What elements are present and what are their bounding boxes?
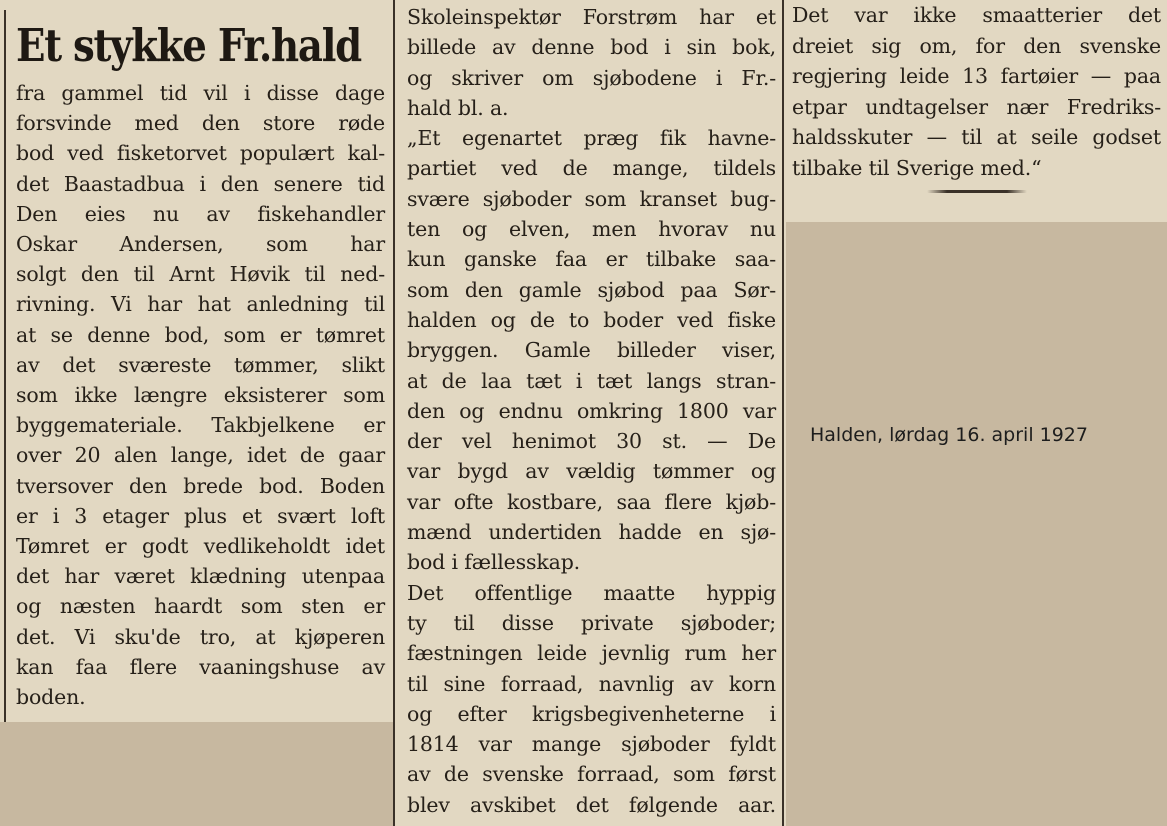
text-line: forsvinde med den store røde <box>16 111 385 136</box>
text-line: 1814 var mange sjøboder fyldt <box>407 732 776 757</box>
text-line: bryggen. Gamle billeder viser, <box>407 338 776 363</box>
text-line: rivning. Vi har hat anledning til <box>16 292 385 317</box>
text-line: som ikke længre eksisterer som <box>16 383 385 408</box>
text-line: etpar undtagelser nær Fredriks- <box>792 94 1161 119</box>
text-line: kun ganske faa er tilbake saa- <box>407 247 776 272</box>
text-line: haldsskuter — til at seile godset <box>792 125 1161 150</box>
text-line: hald bl. a. <box>407 95 509 120</box>
text-line: solgt den til Arnt Høvik til ned- <box>16 262 385 287</box>
text-line: over 20 alen lange, idet de gaar <box>16 443 385 468</box>
text-line: og skriver om sjøbodene i Fr.- <box>407 65 776 90</box>
text-line: fæstningen leide jevnlig rum her <box>407 641 776 666</box>
date-caption: Halden, lørdag 16. april 1927 <box>810 424 1088 446</box>
text-line: og efter krigsbegivenheterne i <box>407 701 776 726</box>
text-line: Skoleinspektør Forstrøm har et <box>407 5 776 29</box>
text-line: boden. <box>16 685 86 710</box>
text-line: var bygd av vældig tømmer og <box>407 459 776 484</box>
text-line: det. Vi sku'de tro, at kjøperen <box>16 624 385 649</box>
end-flourish <box>927 190 1027 193</box>
column-rule <box>393 0 395 826</box>
text-line: det Baastadbua i den senere tid <box>16 171 385 196</box>
text-line: og næsten haardt som sten er <box>16 594 385 619</box>
text-line: bod ved fisketorvet populært kal- <box>16 141 385 166</box>
text-line: tversover den brede bod. Boden <box>16 473 385 498</box>
text-line: det har været klædning utenpaa <box>16 564 385 589</box>
text-line: var ofte kostbare, saa flere kjøb- <box>407 489 776 514</box>
text-line: kan faa flere vaaningshuse av <box>16 654 385 679</box>
text-line: der vel henimot 30 st. — De <box>407 429 776 454</box>
text-line: partiet ved de mange, tildels <box>407 156 776 181</box>
text-line: fra gammel tid vil i disse dage <box>16 81 385 105</box>
article-column-2 <box>407 2 776 820</box>
article-clipping-left <box>0 0 393 722</box>
text-line: Det var ikke smaatterier det <box>792 3 1161 27</box>
text-line: av det sværeste tømmer, slikt <box>16 352 385 377</box>
article-column-3 <box>792 0 1161 184</box>
article-column-1 <box>16 78 385 712</box>
text-line: svære sjøboder som kranset bug- <box>407 186 776 211</box>
text-line: er i 3 etager plus et svært loft <box>16 503 385 528</box>
text-line: blev avskibet det følgende aar. <box>407 792 776 817</box>
text-line: tilbake til Sverige med.“ <box>792 155 1042 180</box>
text-line: av de svenske forraad, som først <box>407 762 776 787</box>
column-rule <box>782 0 784 826</box>
text-line: den og endnu omkring 1800 var <box>407 398 776 423</box>
text-line: at de laa tæt i tæt langs stran- <box>407 368 776 393</box>
text-line: bod i fællesskap. <box>407 550 581 575</box>
text-line: Det offentlige maatte hyppig <box>407 580 776 605</box>
text-line: ten og elven, men hvorav nu <box>407 217 776 242</box>
column-rule <box>4 10 6 722</box>
article-clipping-right <box>786 0 1167 222</box>
text-line: Oskar Andersen, som har <box>16 232 385 257</box>
text-line: til sine forraad, navnlig av korn <box>407 671 776 696</box>
article-headline: Et stykke Fr.hald <box>16 19 361 72</box>
text-line: halden og de to boder ved fiske <box>407 307 776 332</box>
text-line: ty til disse private sjøboder; <box>407 610 776 635</box>
text-line: „Et egenartet præg fik havne- <box>407 126 776 151</box>
text-line: billede av denne bod i sin bok, <box>407 35 776 60</box>
article-clipping-middle <box>393 0 786 826</box>
text-line: som den gamle sjøbod paa Sør- <box>407 277 776 302</box>
text-line: at se denne bod, som er tømret <box>16 322 385 347</box>
text-line: dreiet sig om, for den svenske <box>792 33 1161 58</box>
text-line: Tømret er godt vedlikeholdt idet <box>16 534 385 559</box>
text-line: Den eies nu av fiskehandler <box>16 201 385 226</box>
text-line: byggemateriale. Takbjelkene er <box>16 413 385 438</box>
text-line: mænd undertiden hadde en sjø- <box>407 520 776 545</box>
text-line: regjering leide 13 fartøier — paa <box>792 64 1161 89</box>
